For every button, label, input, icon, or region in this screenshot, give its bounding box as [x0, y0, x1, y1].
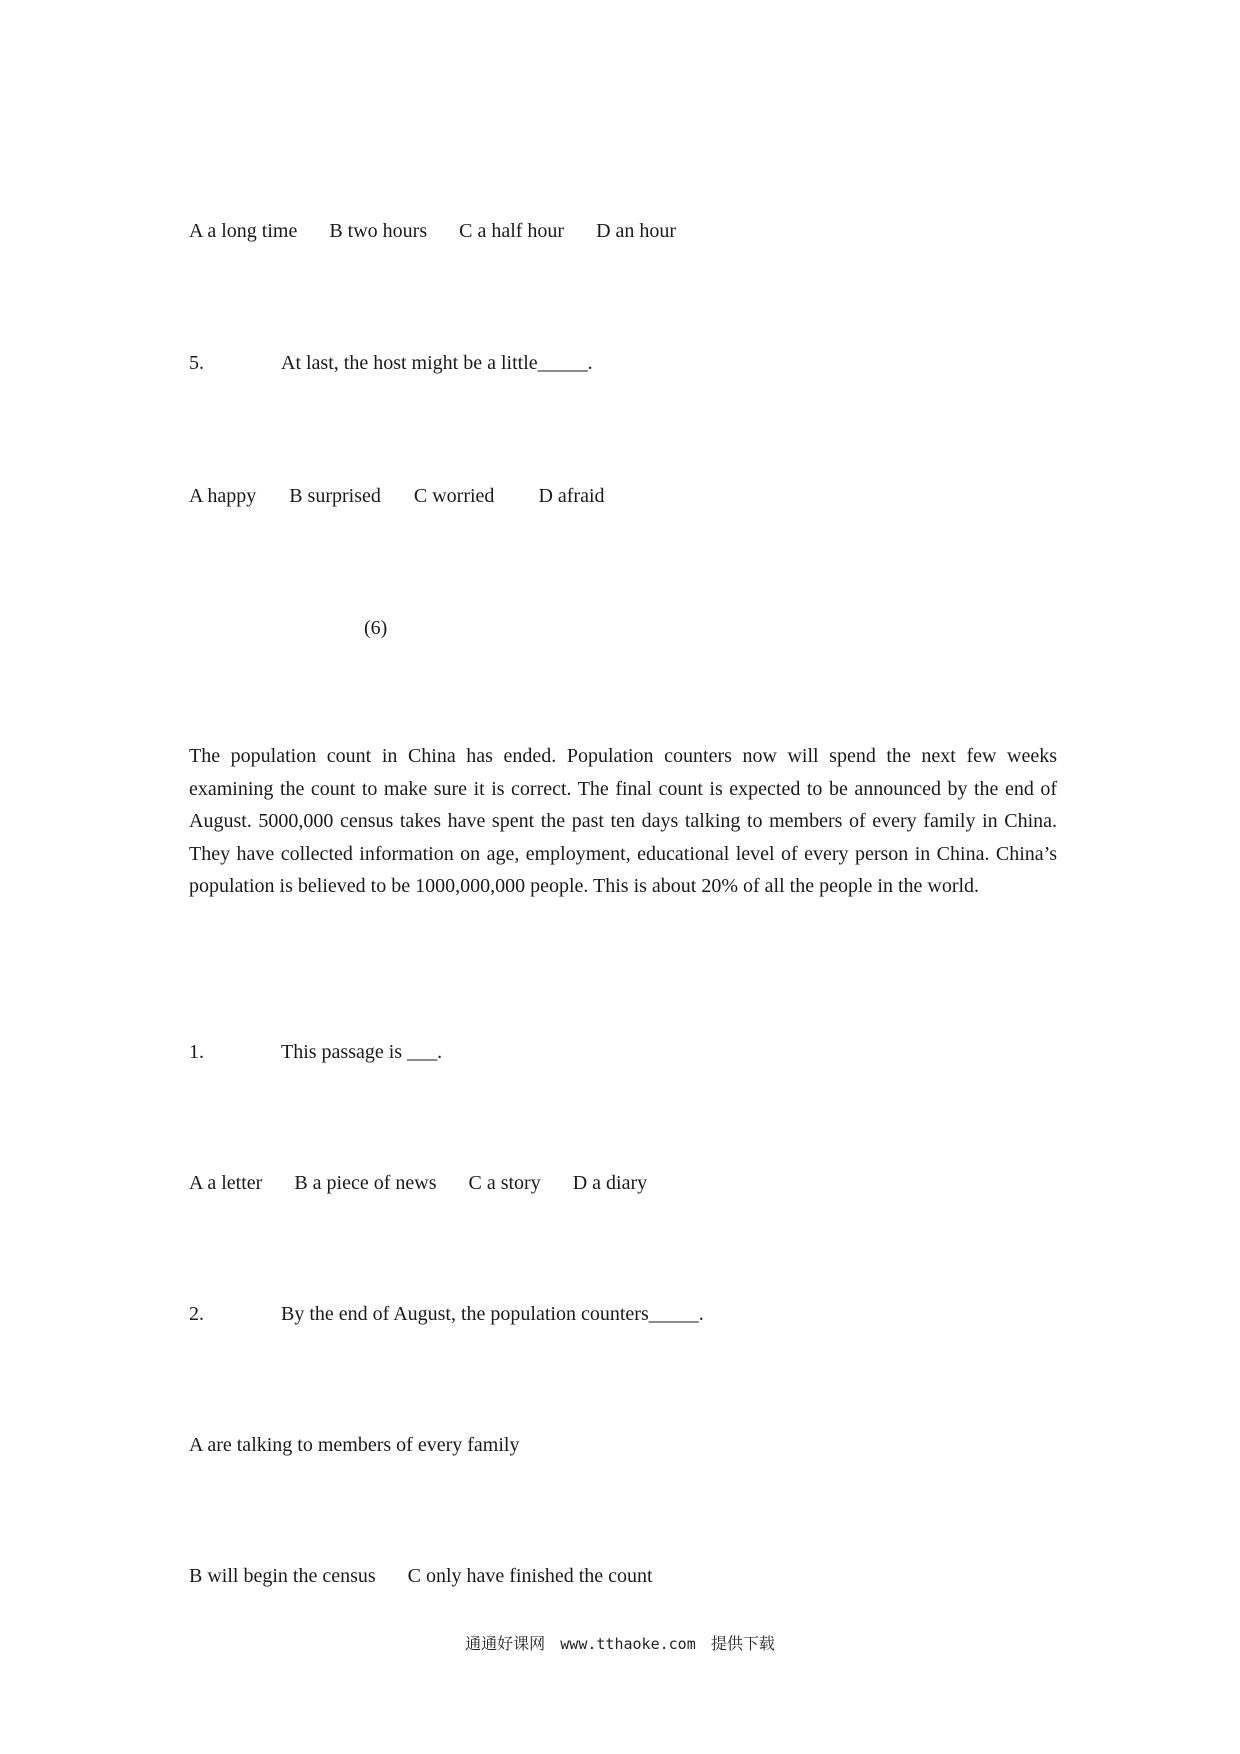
q2-number: 2. — [189, 1303, 204, 1325]
q2-options-bc — [189, 1564, 653, 1588]
footer-url[interactable]: www.tthaoke.com — [560, 1635, 696, 1653]
q4-option-b: B two hours — [329, 220, 428, 242]
q5-option-a: A happy — [189, 485, 257, 507]
q2-option-b: B will begin the census — [189, 1565, 376, 1587]
q1-option-c: C a story — [468, 1172, 541, 1194]
q1-option-d: D a diary — [572, 1172, 648, 1194]
q4-options — [189, 219, 676, 243]
q1-options — [189, 1171, 647, 1195]
reading-passage: The population count in China has ended. Population counters now will spend the next few weeks examining the count to make sure it is correct. The final count is expected to be announced by the end of August. 5000,000 census takes have spent the past ten days talking to members of every family in China. They have collected information on age, employment, educational level of every person in China. China’s population is believed to be 1000,000,000 people. This is about 20% of all the people in the world. — [189, 745, 1057, 898]
section-label: (6) — [364, 617, 388, 639]
q5-number: 5. — [189, 352, 204, 374]
q1-option-b: B a piece of news — [294, 1172, 437, 1194]
q2-option-c: C only have finished the count — [407, 1565, 653, 1587]
q4-option-d: D an hour — [596, 220, 677, 242]
q2-option-a: A are talking to members of every family — [189, 1434, 520, 1456]
footer-suffix: 提供下载 — [710, 1634, 775, 1653]
q5-option-d: D afraid — [538, 485, 605, 507]
q5-text: At last, the host might be a little_____. — [281, 352, 593, 374]
q2-text: By the end of August, the population counters_____. — [281, 1303, 704, 1325]
q5-options — [189, 484, 605, 508]
q4-option-c: C a half hour — [459, 220, 565, 242]
q1-option-a: A a letter — [189, 1172, 263, 1194]
q5-option-c: C worried — [413, 485, 495, 507]
footer-site-name: 通通好课网 — [465, 1634, 546, 1653]
q1-number: 1. — [189, 1041, 204, 1063]
q1-text: This passage is ___. — [281, 1041, 443, 1063]
q5-option-b: B surprised — [289, 485, 381, 507]
page-footer — [0, 1634, 1240, 1654]
q4-option-a: A a long time — [189, 220, 298, 242]
